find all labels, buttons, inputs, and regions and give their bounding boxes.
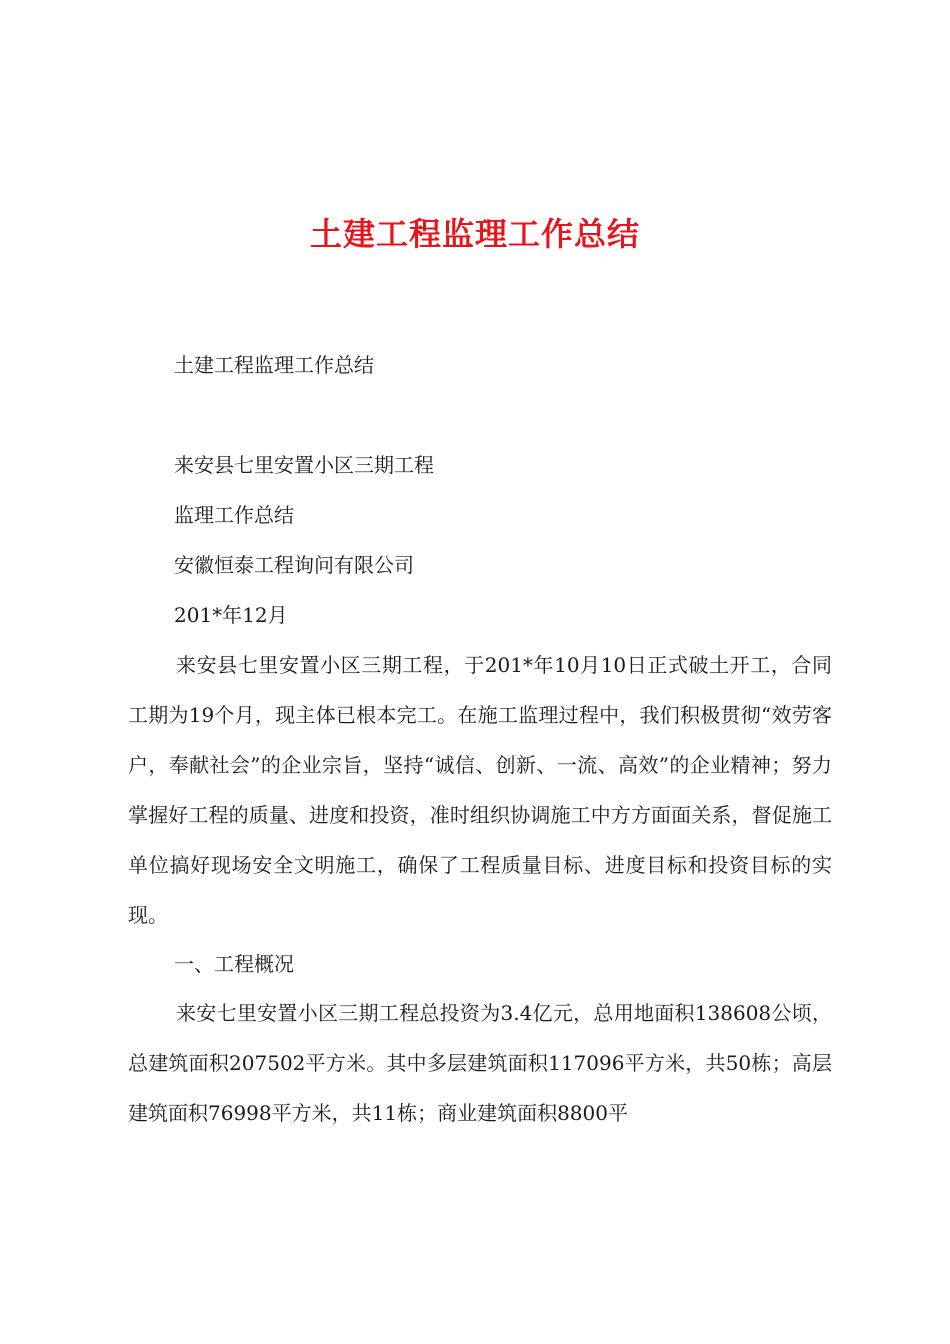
project-name: 来安县七里安置小区三期工程: [174, 453, 434, 477]
document-title: 土建工程监理工作总结: [309, 215, 640, 253]
section-paragraph: 来安七里安置小区三期工程总投资为3.4亿元，总用地面积138608公顷，总建筑面积207502平方米。其中多层建筑面积117096平方米，共50栋；高层建筑面积76998平方米，共11栋；商业建筑面积8800平: [128, 1001, 832, 1125]
section-heading: 一、工程概况: [174, 952, 294, 976]
intro-paragraph: 来安县七里安置小区三期工程，于201*年10月10日正式破土开工，合同工期为19个月，现主体已根本完工。在施工监理过程中，我们积极贯彻“效劳客户，奉献社会”的企业宗旨，坚持“诚信、创新、一流、高效”的企业精神；努力掌握好工程的质量、进度和投资，准时组织协调施工中方方面面关系，督促施工单位搞好现场安全文明施工，确保了工程质量目标、进度目标和投资目标的实现。: [128, 653, 832, 927]
report-date: 201*年12月: [174, 603, 288, 627]
report-type: 监理工作总结: [174, 503, 294, 527]
company-name: 安徽恒泰工程询问有限公司: [174, 553, 414, 577]
document-subtitle: 土建工程监理工作总结: [174, 353, 374, 377]
